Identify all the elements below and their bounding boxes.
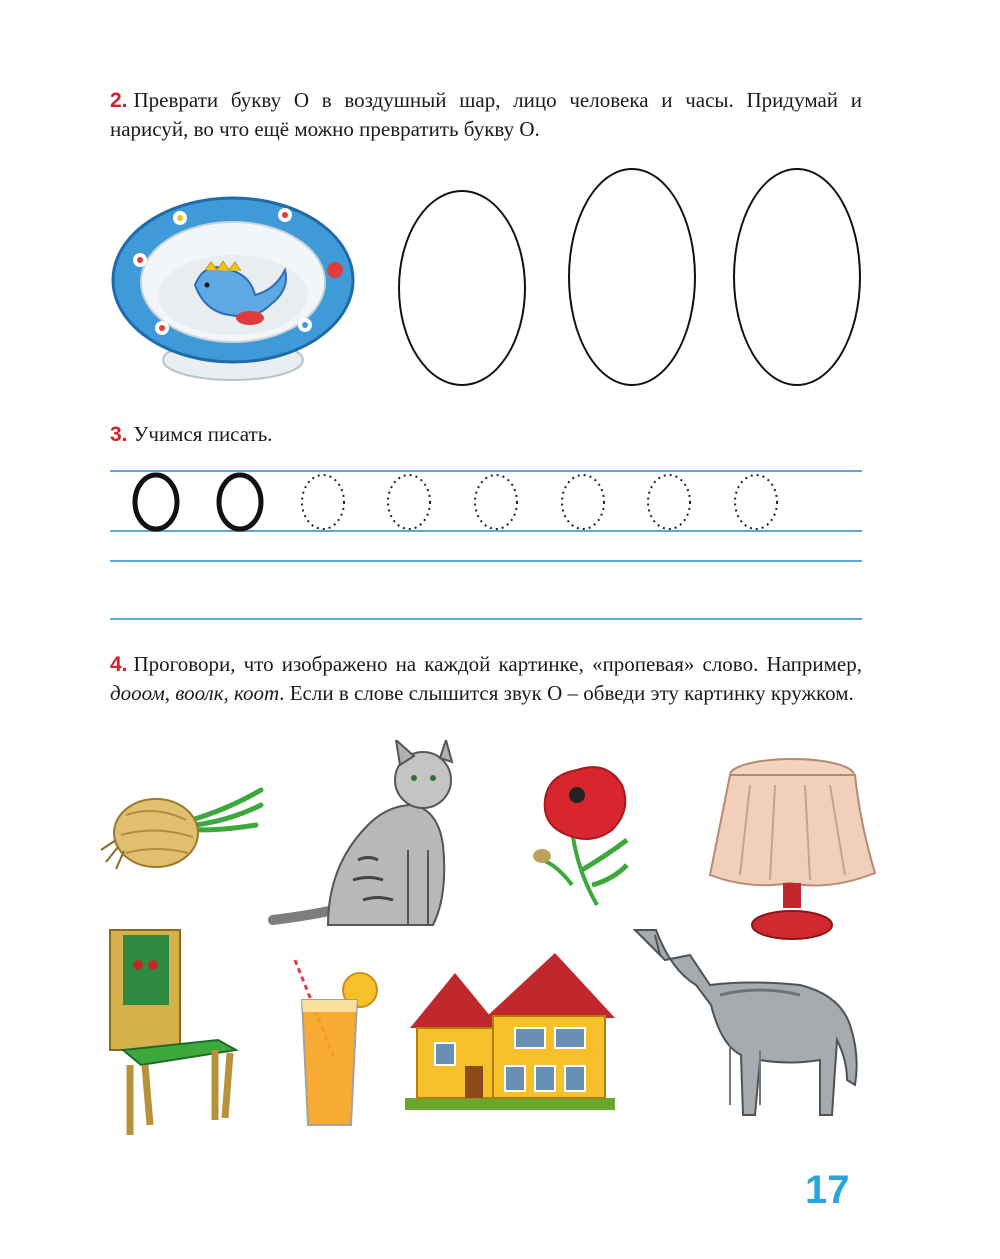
task-4-body-start: Проговори, что изображено на каждой картинке, «пропевая» слово. Например,: [133, 652, 862, 676]
letter-o-dotted-5: [648, 475, 690, 529]
writing-practice-letters: [110, 465, 870, 540]
letter-o-dotted-1: [302, 475, 344, 529]
bowl-picture: [110, 190, 356, 385]
empty-oval-1[interactable]: [398, 190, 526, 386]
empty-oval-2[interactable]: [568, 168, 696, 386]
letter-o-sample-2: [219, 475, 261, 529]
letter-o-dotted-3: [475, 475, 517, 529]
letter-o-dotted-6: [735, 475, 777, 529]
house-picture[interactable]: [405, 948, 615, 1113]
table-lamp-picture[interactable]: [705, 755, 880, 945]
poppy-picture[interactable]: [522, 760, 637, 910]
task-4-text: [110, 650, 862, 708]
wolf-picture[interactable]: [630, 925, 860, 1125]
writing-line-4: [110, 618, 862, 620]
writing-line-3: [110, 560, 862, 562]
task-3-text: [110, 420, 862, 449]
onion-picture[interactable]: [96, 785, 266, 880]
letter-o-dotted-2: [388, 475, 430, 529]
chair-picture[interactable]: [105, 925, 240, 1140]
empty-oval-3[interactable]: [733, 168, 861, 386]
task-4-examples: дооом, воолк, коот: [110, 681, 280, 705]
task-2-body: Преврати букву О в воздушный шар, лицо человека и часы. Придумай и нарисуй, во что ещё можно превратить букву О.: [110, 88, 862, 141]
letter-o-dotted-4: [562, 475, 604, 529]
task-2-text: [110, 86, 862, 144]
glass-of-juice-picture[interactable]: [290, 955, 380, 1130]
letter-o-sample-1: [135, 475, 177, 529]
task-3-number: 3.: [110, 423, 128, 446]
task-4-body-end: . Если в слове слышится звук О – обведи эту картинку кружком.: [279, 681, 854, 705]
cat-picture[interactable]: [268, 740, 463, 935]
task-4-number: 4.: [110, 653, 128, 676]
task-3-body: Учимся писать.: [133, 422, 273, 446]
task-2-number: 2.: [110, 89, 128, 112]
page-number: 17: [805, 1168, 850, 1212]
